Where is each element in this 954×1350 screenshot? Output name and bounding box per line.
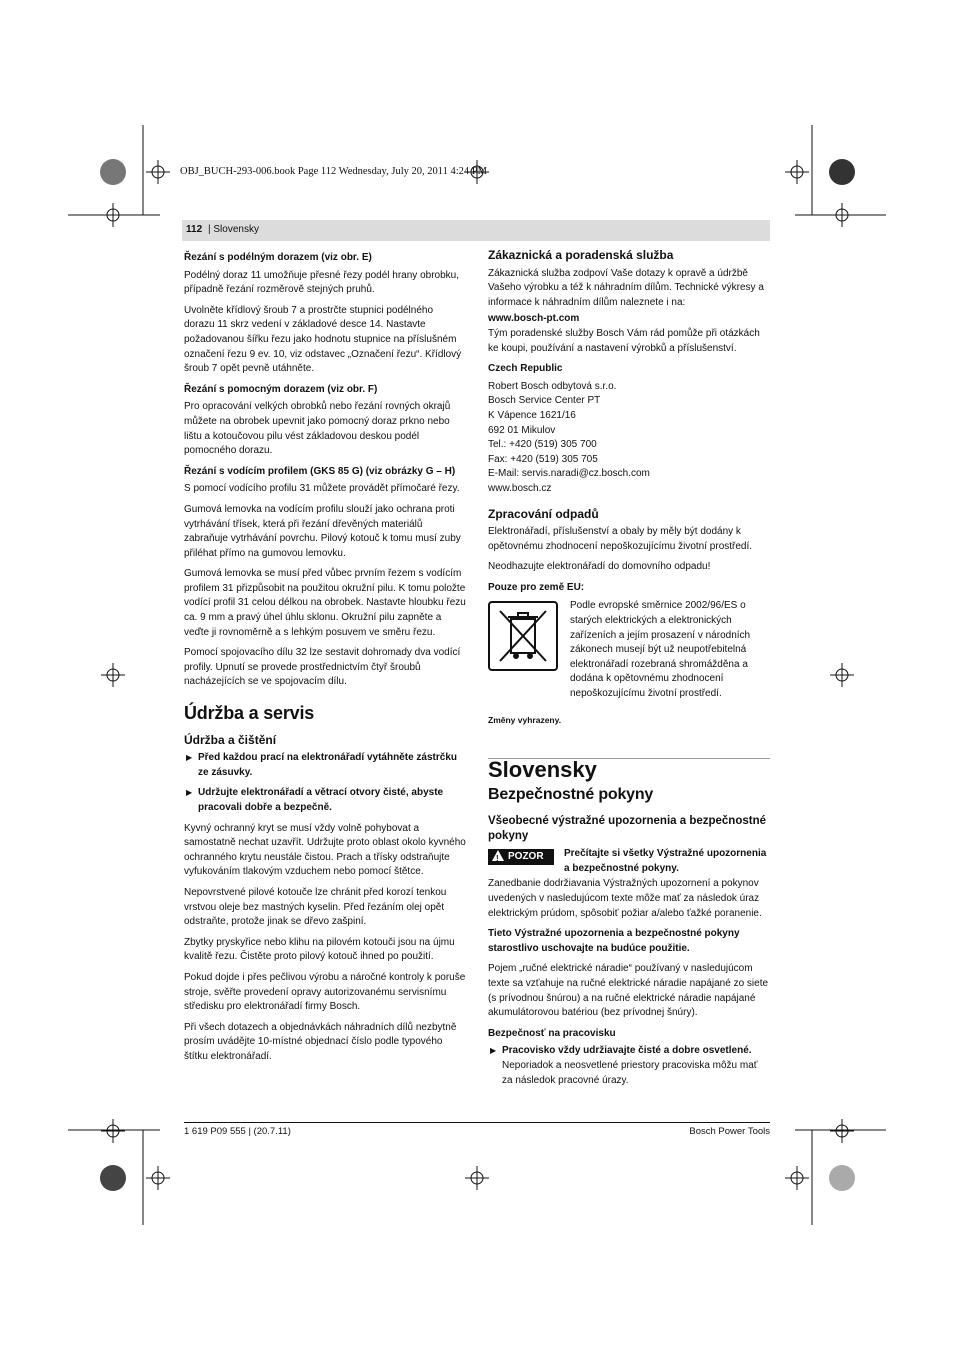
- paragraph: Při všech dotazech a objednávkách náhradních dílů nezbytně prosím uvádějte 10-místné objednací číslo podle typového štítku elektronářadí.: [184, 1021, 457, 1062]
- triangle-bullet-icon: ▶: [186, 788, 193, 798]
- footer-brand: Bosch Power Tools: [689, 1126, 770, 1137]
- heading-customer-service: Zákaznická a poradenská služba: [488, 248, 674, 262]
- fax-line: Fax: +420 (519) 305 705: [488, 453, 598, 465]
- page-number: 112: [186, 224, 203, 235]
- page-header: [182, 220, 770, 241]
- bullet-item: ▶ Udržujte elektronářadí a větrací otvory čisté, abyste pracovali dobře a bezpečně.: [186, 787, 444, 813]
- section-title-aux-fence: Řezání s pomocným dorazem (viz obr. F): [184, 383, 378, 395]
- paragraph: Nepovrstvené pilové kotouče lze chránit před korozí tenkou vrstvou oleje bez mastných kyselin. Před řezáním olej opět odstraňte, protože jinak se dřevo zašpiní.: [184, 886, 447, 928]
- heading-slovensky: Slovensky: [488, 757, 597, 783]
- heading-safety: Bezpečnostné pokyny: [488, 785, 654, 803]
- paragraph: Zákaznická služba zodpoví Vaše dotazy k opravě a údržbě Vašeho výrobku a též k náhradním dílům. Technické výkresy a informace k náhradním dílům naleznete i na:: [488, 267, 764, 308]
- paragraph: Gumová lemovka se musí před vůbec prvním řezem s vodícím profilem 31 přizpůsobit na použitou okružní pilu. K tomu položte vodící profil 31 celou délkou na obrobek. Nastavte hloubku řezu ca. 9 mm a pravý úhel úhlu sklonu. Okružní pilu zapněte a veďte ji rovnoměrně a s lehkým posuvem ve směru řezu.: [184, 568, 466, 638]
- address-block: [488, 380, 770, 497]
- paragraph: Pokud dojde i přes pečlivou výrobu a náročné kontroly k poruše stroje, svěřte provedení opravy autorizovanému servisnímu středisku pro elektronářadí firmy Bosch.: [184, 971, 466, 1013]
- header-language: | Slovensky: [208, 224, 259, 235]
- footer-rule: [184, 1122, 770, 1123]
- heading-maintenance: Údržba a servis: [184, 703, 315, 724]
- website-link[interactable]: www.bosch-pt.com: [488, 313, 580, 325]
- weee-block: [488, 599, 770, 705]
- paragraph: Elektronářadí, příslušenství a obaly by měly být dodány k opětovnému zhodnocení nepoškozujícímu životní prostředí.: [488, 526, 753, 552]
- paragraph: Gumová lemovka na vodícím profilu slouží jako ochrana proti vytrhávání třísek, která při řezání dřevěných materiálů zabraňuje vytrhávání povrchu. Pilový kotouč k tomu musí zuby přiléhat přímo na gumovou lemovku.: [184, 503, 461, 559]
- bullet-item: ▶ Před každou prací na elektronářadí vytáhněte zástrčku ze zásuvky.: [186, 752, 457, 778]
- paragraph: Tieto Výstražné upozornenia a bezpečnostné pokyny starostlivo uschovajte na budúce použitie.: [488, 928, 740, 954]
- changes-reserved: Změny vyhrazeny.: [488, 715, 562, 726]
- triangle-bullet-icon: ▶: [186, 753, 193, 763]
- email-line: E-Mail: servis.naradi@cz.bosch.com: [488, 468, 650, 480]
- heading-general-warnings: Všeobecné výstražné upozornenia a bezpečnostné pokyny: [488, 815, 766, 842]
- pozor-badge: ! POZOR: [488, 849, 554, 865]
- warning-block: [488, 847, 770, 877]
- crossed-bin-icon: [488, 601, 558, 671]
- right-column: [488, 248, 770, 1094]
- phone-line: Tel.: +420 (519) 305 700: [488, 439, 597, 451]
- paragraph: Tým poradenské služby Bosch Vám rád pomůže při otázkách ke koupi, používání a nastavení výrobků a příslušenství.: [488, 327, 760, 354]
- weee-text: Podle evropské směrnice 2002/96/ES o starých elektrických a elektronických zařízeních a jejím prosazení v národních zákonech musejí být už neupotřebitelná elektronářadí rozebraná shromážděna a dodána k opětovnému zhodnocení nepoškozujícímu životní prostředí.: [570, 600, 751, 700]
- bullet-item: ▶ Pracovisko vždy udržiavajte čisté a dobre osvetlené. Neporiadok a neosvetlené priestory pracoviska môžu mať za následok pracovné úrazy.: [490, 1045, 758, 1086]
- paragraph: Pro opracování velkých obrobků nebo řezání rovných okrajů můžete na obrobek upevnit jako pomocný doraz prkno nebo lištu a kotoučovou pilu vést základovou deskou podél pomocného dorazu.: [184, 401, 451, 457]
- paragraph: Uvolněte křídlový šroub 7 a prostrčte stupnici podélného dorazu 11 skrz vedení v základové desce 14. Nastavte požadovanou šířku řezu jako hodnotu stupnice na příslušném označení řezu 9 ev. 10, viz odstavec „Označení řezu“. Křídlový šroub 7 opět pevně utáhněte.: [184, 304, 462, 375]
- paragraph: Zanedbanie dodržiavania Výstražných upozornení a pokynov uvedených v nasledujúcom texte môže mať za následok úraz elektrickým prúdom, spôsobiť požiar a/alebo ťažké poranenie.: [488, 878, 762, 919]
- paragraph: Neodhazujte elektronářadí do domovního odpadu!: [488, 561, 711, 573]
- subheading-cleaning: Údržba a čištění: [184, 732, 277, 747]
- paragraph: Pojem „ručné elektrické náradie“ používaný v nasledujúcom texte sa vzťahuje na ručné elektrické náradie napájané zo siete (s prívodnou šnúrou) a na ručné elektrické náradie napájané akumulátorovou batériou (bez prívodnej šnúry).: [488, 963, 769, 1019]
- warning-text: Prečítajte si všetky Výstražné upozornenia a bezpečnostné pokyny.: [564, 848, 767, 875]
- website-line: www.bosch.cz: [488, 482, 552, 494]
- warning-triangle-icon: !: [492, 850, 504, 861]
- paragraph: S pomocí vodícího profilu 31 můžete provádět přímočaré řezy.: [184, 483, 460, 495]
- paragraph: Pomocí spojovacího dílu 32 lze sestavit dohromady dva vodící profily. Upnutí se provede prostřednictvím čtyř šroubů nacházejících se ve spojovacím dílu.: [184, 647, 461, 688]
- footer-doc-number: 1 619 P09 555 | (20.7.11): [184, 1126, 291, 1137]
- country-name: Czech Republic: [488, 363, 563, 375]
- eu-only-label: Pouze pro země EU:: [488, 581, 585, 593]
- paragraph: Kyvný ochranný kryt se musí vždy volně pohybovat a samostatně nechat uzavřít. Udržujte proto oblast okolo kyvného ochranného krytu neustále čistou. Prach a třísky odstraňujte vyfukováním tlakovým vzduchem nebo pomocí štětce.: [184, 822, 466, 878]
- heading-disposal: Zpracování odpadů: [488, 506, 599, 521]
- print-info-line: OBJ_BUCH-293-006.book Page 112 Wednesday, July 20, 2011 4:24 PM: [180, 166, 487, 177]
- address-line: Robert Bosch odbytová s.r.o.: [488, 380, 617, 392]
- address-line: K Vápence 1621/16: [488, 409, 576, 421]
- paragraph: Zbytky pryskyřice nebo klihu na pilovém kotouči jsou na újmu kvalitě řezu. Čistěte proto pilový kotouč ihned po použití.: [184, 936, 455, 963]
- section-title-guide-rail: Řezání s vodícím profilem (GKS 85 G) (viz obrázky G – H): [184, 465, 456, 477]
- triangle-bullet-icon: ▶: [490, 1046, 497, 1056]
- address-line: Bosch Service Center PT: [488, 395, 601, 407]
- section-title-rip-fence: Řezání s podélným dorazem (viz obr. E): [184, 252, 372, 263]
- address-line: 692 01 Mikulov: [488, 424, 556, 436]
- heading-work-safety: Bezpečnosť na pracovisku: [488, 1027, 616, 1039]
- paragraph: Podélný doraz 11 umožňuje přesné řezy podél hrany obrobku, případně řezání rozměrově stejných pruhů.: [184, 269, 459, 296]
- left-column: [184, 248, 466, 1071]
